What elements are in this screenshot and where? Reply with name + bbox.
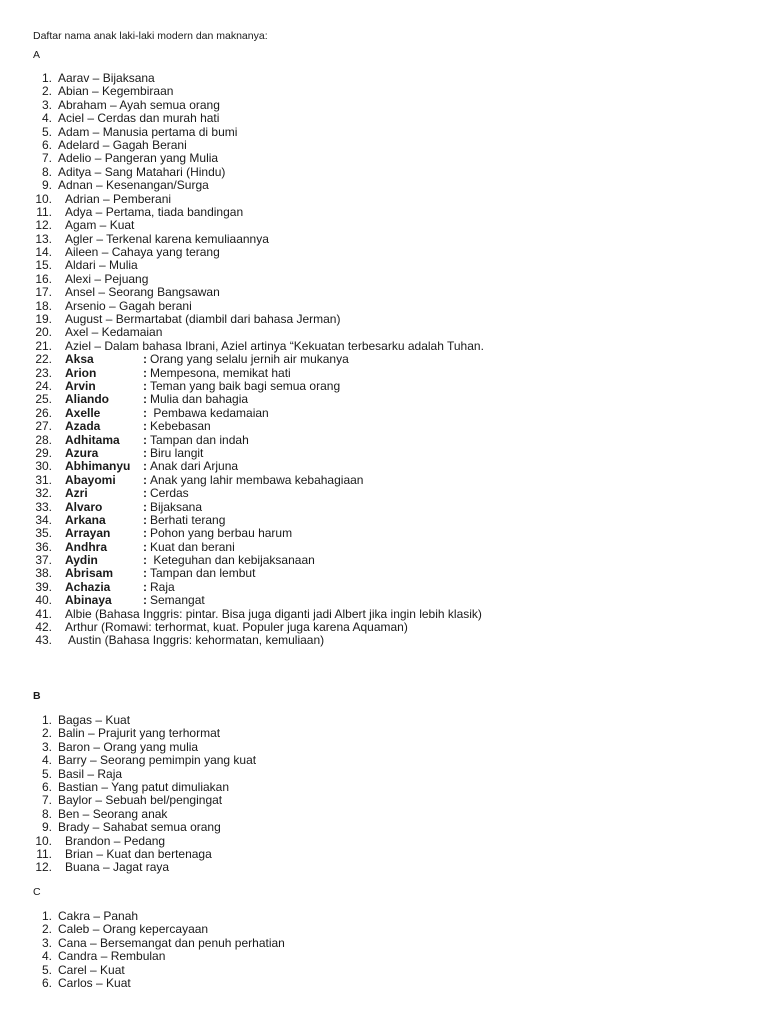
list-item-number: 25. xyxy=(35,392,52,407)
list-item-number: 34. xyxy=(35,512,52,527)
list-item-number: 37. xyxy=(35,553,52,568)
list-item-number: 24. xyxy=(35,378,52,393)
list-item-meaning: Pohon yang berbau harum xyxy=(150,526,293,541)
list-item-text: Buana – Jagat raya xyxy=(65,860,170,875)
list-item-name: Arkana xyxy=(65,512,106,527)
list-item-number: 20. xyxy=(35,325,52,340)
list-item-number: 9. xyxy=(41,820,52,835)
list-item-entry xyxy=(65,581,175,594)
list-item-text: Agam – Kuat xyxy=(65,218,135,233)
list-item xyxy=(33,768,256,781)
list-item xyxy=(33,139,484,152)
list-item-text: Adam – Manusia pertama di bumi xyxy=(58,124,238,139)
list-item xyxy=(33,621,484,634)
list-item-number: 28. xyxy=(35,432,52,447)
list-item-name: Arrayan xyxy=(65,526,111,541)
list-item-separator: : xyxy=(143,445,147,460)
list-item xyxy=(33,219,484,232)
list-item-separator: : xyxy=(143,566,147,581)
list-item xyxy=(33,541,484,554)
list-item-text: Baylor – Sebuah bel/pengingat xyxy=(58,793,223,808)
list-item xyxy=(33,487,484,500)
list-item-text: Bagas – Kuat xyxy=(58,713,131,727)
list-item-number: 43. xyxy=(35,633,52,648)
list-item-number: 17. xyxy=(35,285,52,300)
list-item-number: 12. xyxy=(35,218,52,233)
list-item xyxy=(33,326,484,339)
list-item xyxy=(33,460,484,473)
list-item xyxy=(33,380,484,393)
name-list-c xyxy=(33,910,285,990)
list-item xyxy=(33,977,285,990)
list-item xyxy=(33,367,484,380)
section-heading-c: C xyxy=(33,886,41,898)
list-item-number: 13. xyxy=(35,231,52,246)
list-item xyxy=(33,99,484,112)
list-item xyxy=(33,112,484,125)
list-item-name: Azri xyxy=(65,486,88,501)
list-item-separator: : xyxy=(143,579,147,594)
list-item-entry xyxy=(65,460,238,473)
list-item-number: 9. xyxy=(41,178,52,193)
list-item-meaning: Keteguhan dan kebijaksanaan xyxy=(150,553,315,568)
list-item-meaning: Semangat xyxy=(150,593,205,608)
list-item-text: Austin (Bahasa Inggris: kehormatan, kemuliaan) xyxy=(68,633,325,648)
list-item-name: Adhitama xyxy=(65,432,120,447)
list-item-text: Aarav – Bijaksana xyxy=(58,71,155,85)
list-item xyxy=(33,821,256,834)
list-item-text: Aldari – Mulia xyxy=(65,258,138,273)
list-item-text: Adrian – Pemberani xyxy=(65,191,172,206)
list-item-number: 35. xyxy=(35,526,52,541)
list-item-name: Aliando xyxy=(65,392,109,407)
list-item xyxy=(33,608,484,621)
list-item-entry xyxy=(65,487,189,500)
list-item-number: 33. xyxy=(35,499,52,514)
list-item-number: 4. xyxy=(41,111,52,126)
list-item xyxy=(33,808,256,821)
section-heading-b: B xyxy=(33,690,41,702)
list-item-name: Abinaya xyxy=(65,593,112,608)
list-item-entry xyxy=(65,353,349,366)
list-item-entry xyxy=(65,407,269,420)
list-item-entry xyxy=(65,527,292,540)
list-item-text: Axel – Kedamaian xyxy=(65,325,163,340)
list-item xyxy=(33,313,484,326)
list-item-separator: : xyxy=(143,553,147,568)
list-item-text: Adelard – Gagah Berani xyxy=(58,137,187,152)
list-item-meaning: Bijaksana xyxy=(150,499,203,514)
list-item-number: 22. xyxy=(35,352,52,367)
list-item-number: 11. xyxy=(36,204,52,219)
list-item-text: Carel – Kuat xyxy=(58,962,125,977)
list-item-name: Aksa xyxy=(65,352,94,367)
list-item-number: 7. xyxy=(41,151,52,166)
list-item xyxy=(33,233,484,246)
list-item-text: Brian – Kuat dan bertenaga xyxy=(65,846,212,861)
list-item xyxy=(33,393,484,406)
list-item xyxy=(33,727,256,740)
list-item-number: 10. xyxy=(35,833,52,848)
list-item-number: 40. xyxy=(35,593,52,608)
list-item-number: 41. xyxy=(35,606,52,621)
list-item-separator: : xyxy=(143,499,147,514)
list-item-number: 27. xyxy=(35,419,52,434)
name-list-b xyxy=(33,714,256,875)
list-item-name: Azura xyxy=(65,445,99,460)
list-item xyxy=(33,166,484,179)
list-item-text: Albie (Bahasa Inggris: pintar. Bisa juga diganti jadi Albert jika ingin lebih klasik) xyxy=(65,606,482,621)
list-item-text: Abian – Kegembiraan xyxy=(58,84,174,99)
list-item-entry xyxy=(65,367,291,380)
list-item-entry xyxy=(65,380,340,393)
list-item xyxy=(33,420,484,433)
list-item-meaning: Orang yang selalu jernih air mukanya xyxy=(150,352,349,367)
list-item-name: Andhra xyxy=(65,539,107,554)
list-item-entry xyxy=(65,554,315,567)
list-item-number: 5. xyxy=(41,766,52,781)
list-item-text: Aditya – Sang Matahari (Hindu) xyxy=(58,164,226,179)
list-item-text: Barry – Seorang pemimpin yang kuat xyxy=(58,753,257,768)
list-item-entry xyxy=(65,541,235,554)
list-item xyxy=(33,594,484,607)
list-item-text: Aciel – Cerdas dan murah hati xyxy=(58,111,220,126)
list-item xyxy=(33,353,484,366)
list-item-number: 3. xyxy=(41,97,52,112)
name-list-a xyxy=(33,72,484,648)
list-item-separator: : xyxy=(143,352,147,367)
list-item-meaning: Pembawa kedamaian xyxy=(150,405,269,420)
list-item-entry xyxy=(65,594,205,607)
list-item-text: Brandon – Pedang xyxy=(65,833,166,848)
list-item-number: 8. xyxy=(41,806,52,821)
list-item-meaning: Mulia dan bahagia xyxy=(150,392,249,407)
list-item-separator: : xyxy=(143,539,147,554)
list-item xyxy=(33,861,256,874)
list-item-number: 4. xyxy=(41,753,52,768)
list-item-text: August – Bermartabat (diambil dari bahasa Jerman) xyxy=(65,312,341,327)
list-item xyxy=(33,714,256,727)
list-item-text: Caleb – Orang kepercayaan xyxy=(58,922,209,937)
list-item-entry xyxy=(65,434,249,447)
list-item-meaning: Mempesona, memikat hati xyxy=(150,365,291,380)
list-item-entry xyxy=(65,474,363,487)
list-item-number: 11. xyxy=(36,846,52,861)
list-item-separator: : xyxy=(143,486,147,501)
list-item-entry xyxy=(65,514,225,527)
list-item xyxy=(33,259,484,272)
list-item-number: 4. xyxy=(41,949,52,964)
list-item-number: 3. xyxy=(41,935,52,950)
list-item-number: 18. xyxy=(35,298,52,313)
list-item-meaning: Teman yang baik bagi semua orang xyxy=(150,378,341,393)
list-item-number: 30. xyxy=(35,459,52,474)
list-item xyxy=(33,434,484,447)
list-item-number: 12. xyxy=(35,860,52,875)
list-item-separator: : xyxy=(143,459,147,474)
list-item xyxy=(33,474,484,487)
list-item xyxy=(33,206,484,219)
list-item-text: Baron – Orang yang mulia xyxy=(58,739,199,754)
list-item xyxy=(33,527,484,540)
list-item-number: 2. xyxy=(41,84,52,99)
list-item-name: Azada xyxy=(65,419,101,434)
section-heading-a: A xyxy=(33,49,41,61)
list-item-meaning: Anak dari Arjuna xyxy=(150,459,239,474)
list-item-text: Aileen – Cahaya yang terang xyxy=(65,245,220,260)
list-item-name: Aydin xyxy=(65,553,98,568)
list-item-text: Adnan – Kesenangan/Surga xyxy=(58,178,209,193)
list-item xyxy=(33,273,484,286)
list-item-separator: : xyxy=(143,405,147,420)
list-item-number: 2. xyxy=(41,922,52,937)
list-item xyxy=(33,964,285,977)
list-item-entry xyxy=(65,393,248,406)
list-item-number: 2. xyxy=(41,726,52,741)
list-item-text: Arthur (Romawi: terhormat, kuat. Populer juga karena Aquaman) xyxy=(65,620,408,635)
list-item xyxy=(33,447,484,460)
list-item-number: 19. xyxy=(35,312,52,327)
list-item-number: 15. xyxy=(35,258,52,273)
list-item-meaning: Berhati terang xyxy=(150,512,226,527)
list-item-separator: : xyxy=(143,526,147,541)
list-item-text: Carlos – Kuat xyxy=(58,975,131,990)
list-item-separator: : xyxy=(143,432,147,447)
list-item-number: 8. xyxy=(41,164,52,179)
list-item xyxy=(33,781,256,794)
list-item-text: Aziel – Dalam bahasa Ibrani, Aziel artinya “Kekuatan terbesarku adalah Tuhan. xyxy=(65,338,484,353)
list-item-text: Candra – Rembulan xyxy=(58,949,166,964)
list-item-meaning: Tampan dan indah xyxy=(150,432,249,447)
list-item-number: 26. xyxy=(35,405,52,420)
list-item-text: Adya – Pertama, tiada bandingan xyxy=(65,204,244,219)
list-item-separator: : xyxy=(143,472,147,487)
list-item-meaning: Cerdas xyxy=(150,486,189,501)
list-item-number: 38. xyxy=(35,566,52,581)
list-item-separator: : xyxy=(143,378,147,393)
list-item xyxy=(33,794,256,807)
list-item-name: Axelle xyxy=(65,405,101,420)
list-item xyxy=(33,300,484,313)
list-item-meaning: Anak yang lahir membawa kebahagiaan xyxy=(150,472,364,487)
list-item-entry xyxy=(65,447,203,460)
list-item-number: 3. xyxy=(41,739,52,754)
list-item xyxy=(33,179,484,192)
list-item-name: Achazia xyxy=(65,579,111,594)
list-item-number: 6. xyxy=(41,137,52,152)
list-item-text: Agler – Terkenal karena kemuliaannya xyxy=(65,231,269,246)
list-item-entry xyxy=(65,501,202,514)
list-item-number: 1. xyxy=(41,909,52,923)
list-item-number: 23. xyxy=(35,365,52,380)
document-intro: Daftar nama anak laki-laki modern dan maknanya: xyxy=(33,30,268,42)
list-item-number: 1. xyxy=(41,71,52,85)
list-item-number: 14. xyxy=(35,245,52,260)
list-item xyxy=(33,193,484,206)
list-item-text: Bastian – Yang patut dimuliakan xyxy=(58,779,230,794)
list-item-text: Adelio – Pangeran yang Mulia xyxy=(58,151,219,166)
list-item-name: Arion xyxy=(65,365,97,380)
list-item-number: 21. xyxy=(35,338,52,353)
list-item-text: Abraham – Ayah semua orang xyxy=(58,97,220,112)
list-item-text: Balin – Prajurit yang terhormat xyxy=(58,726,221,741)
list-item-number: 5. xyxy=(41,124,52,139)
list-item xyxy=(33,923,285,936)
list-item xyxy=(33,152,484,165)
list-item xyxy=(33,581,484,594)
list-item-text: Brady – Sahabat semua orang xyxy=(58,820,221,835)
list-item-separator: : xyxy=(143,512,147,527)
list-item xyxy=(33,835,256,848)
list-item-text: Cakra – Panah xyxy=(58,909,139,923)
list-item xyxy=(33,554,484,567)
list-item-text: Ansel – Seorang Bangsawan xyxy=(65,285,220,300)
list-item-separator: : xyxy=(143,365,147,380)
list-item xyxy=(33,754,256,767)
list-item xyxy=(33,501,484,514)
list-item-number: 1. xyxy=(41,713,52,727)
list-item-name: Abayomi xyxy=(65,472,116,487)
list-item-separator: : xyxy=(143,419,147,434)
list-item-number: 31. xyxy=(35,472,52,487)
list-item xyxy=(33,567,484,580)
list-item-number: 16. xyxy=(35,271,52,286)
list-item xyxy=(33,848,256,861)
list-item xyxy=(33,910,285,923)
list-item-number: 39. xyxy=(35,579,52,594)
list-item-meaning: Raja xyxy=(150,579,175,594)
list-item-text: Ben – Seorang anak xyxy=(58,806,168,821)
list-item-name: Arvin xyxy=(65,378,96,393)
list-item-number: 36. xyxy=(35,539,52,554)
list-item-meaning: Kuat dan berani xyxy=(150,539,235,554)
list-item xyxy=(33,246,484,259)
list-item-number: 7. xyxy=(41,793,52,808)
list-item xyxy=(33,72,484,85)
list-item-number: 5. xyxy=(41,962,52,977)
list-item-name: Alvaro xyxy=(65,499,103,514)
list-item-number: 6. xyxy=(41,779,52,794)
list-item-text: Alexi – Pejuang xyxy=(65,271,149,286)
list-item-number: 10. xyxy=(35,191,52,206)
list-item xyxy=(33,741,256,754)
list-item-number: 32. xyxy=(35,486,52,501)
list-item-number: 6. xyxy=(41,975,52,990)
list-item-text: Arsenio – Gagah berani xyxy=(65,298,192,313)
list-item-meaning: Biru langit xyxy=(150,445,204,460)
list-item xyxy=(33,407,484,420)
list-item-text: Cana – Bersemangat dan penuh perhatian xyxy=(58,935,285,950)
list-item-meaning: Tampan dan lembut xyxy=(150,566,256,581)
list-item-entry xyxy=(65,567,255,580)
list-item xyxy=(33,937,285,950)
list-item xyxy=(33,634,484,647)
list-item-name: Abhimanyu xyxy=(65,459,131,474)
list-item-number: 29. xyxy=(35,445,52,460)
list-item-name: Abrisam xyxy=(65,566,114,581)
list-item-entry xyxy=(65,420,211,433)
list-item xyxy=(33,286,484,299)
list-item xyxy=(33,126,484,139)
list-item-separator: : xyxy=(143,392,147,407)
list-item xyxy=(33,85,484,98)
list-item-number: 42. xyxy=(35,620,52,635)
list-item xyxy=(33,514,484,527)
list-item xyxy=(33,950,285,963)
list-item-text: Basil – Raja xyxy=(58,766,123,781)
list-item-separator: : xyxy=(143,593,147,608)
list-item-meaning: Kebebasan xyxy=(150,419,211,434)
list-item xyxy=(33,340,484,353)
